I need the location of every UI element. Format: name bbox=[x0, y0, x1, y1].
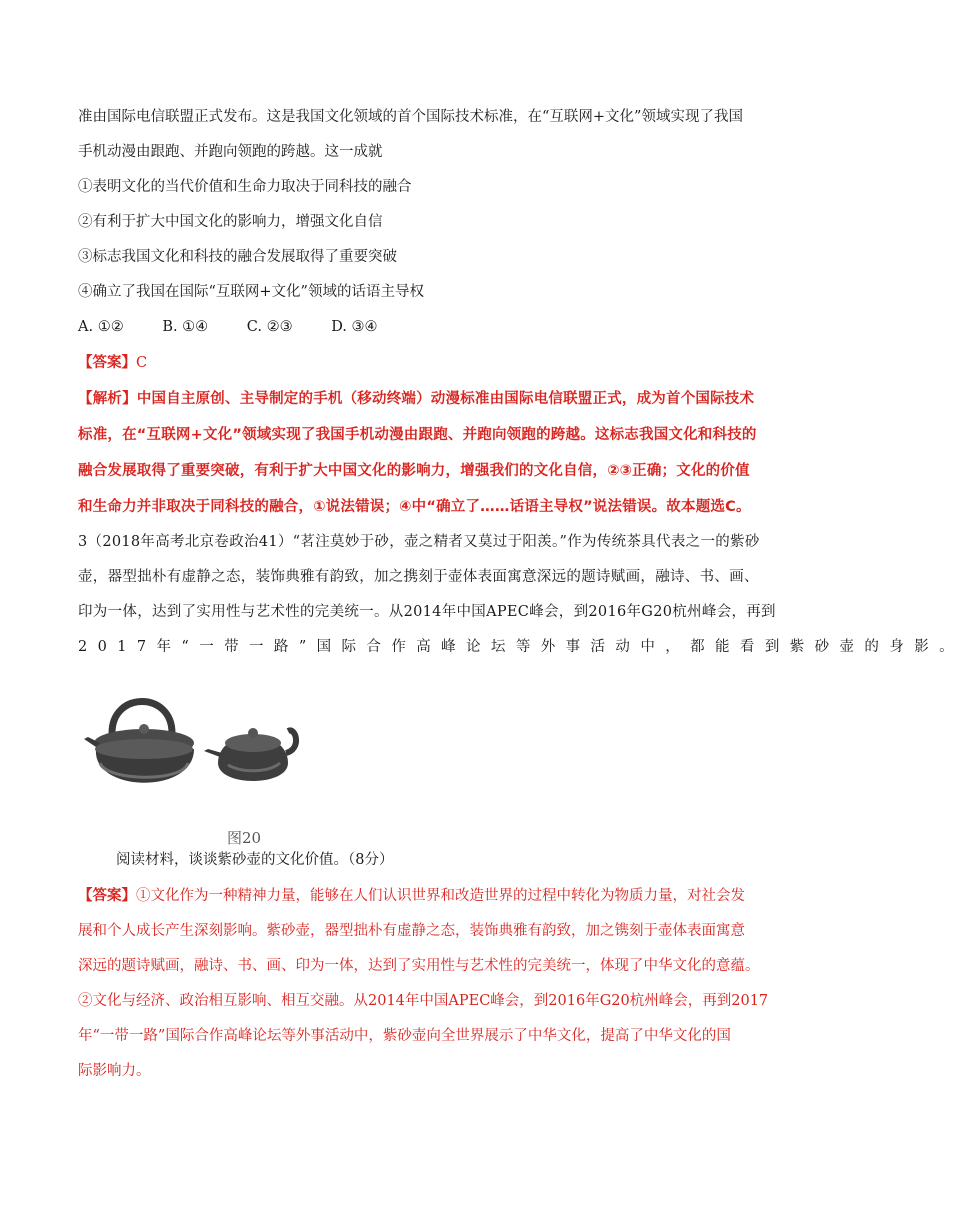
option-d: D. ③④ bbox=[331, 319, 378, 335]
statement: ④确立了我国在国际“互联网+文化”领域的话语主导权 bbox=[78, 284, 424, 300]
analysis-tag: 【解析】 bbox=[78, 391, 137, 407]
answer-line: 展和个人成长产生深刻影响。紫砂壶，器型拙朴有虚静之态，装饰典雅有韵致，加之镌刻于壶体表面寓意 bbox=[78, 923, 745, 939]
figure-caption: 图20 bbox=[227, 829, 262, 847]
option-c: C. ②③ bbox=[246, 319, 293, 335]
statement: ①表明文化的当代价值和生命力取决于同科技的融合 bbox=[78, 179, 412, 195]
answer-line: 深远的题诗赋画，融诗、书、画、印为一体，达到了实用性与艺术性的完美统一，体现了中华文化的意蕴。 bbox=[78, 958, 760, 974]
analysis-1 bbox=[78, 381, 790, 525]
question-3-line: 壶，器型拙朴有虚静之态，装饰典雅有韵致，加之携刻于壶体表面寓意深远的题诗赋画，融诗、书、画、 bbox=[78, 569, 759, 585]
answer-line: 年“一带一路”国际合作高峰论坛等外事活动中，紫砂壶向全世界展示了中华文化，提高了中华文化的国 bbox=[78, 1028, 731, 1044]
question-3-line: 2017年“一带一路”国际合作高峰论坛等外事活动中，都能看到紫砂壶的身影。 bbox=[78, 639, 964, 655]
analysis-line: 融合发展取得了重要突破，有利于扩大中国文化的影响力，增强我们的文化自信，②③正确；文化的价值 bbox=[78, 463, 750, 479]
teapot-figure bbox=[82, 683, 302, 847]
option-b: B. ①④ bbox=[162, 319, 209, 335]
answer-line: ②文化与经济、政治相互影响、相互交融。从2014年中国APEC峰会，到2016年G20杭州峰会，再到2017 bbox=[78, 993, 769, 1009]
answer-2 bbox=[78, 878, 790, 1089]
question-3-line: 3（2018年高考北京卷政治41）“茗注莫妙于砂，壶之精者又莫过于阳羡。”作为传统茶具代表之一的紫砂 bbox=[78, 534, 760, 550]
document-page bbox=[78, 100, 964, 1089]
question-3-line: 印为一体，达到了实用性与艺术性的完美统一。从2014年中国APEC峰会，到2016年G20杭州峰会，再到 bbox=[78, 604, 776, 620]
answer-line: 际影响力。 bbox=[78, 1063, 151, 1079]
question-3-prompt: 阅读材料，谈谈紫砂壶的文化价值。（8分） bbox=[116, 852, 394, 868]
statement: ②有利于扩大中国文化的影响力，增强文化自信 bbox=[78, 214, 383, 230]
option-a: A. ①② bbox=[78, 319, 124, 335]
answer-1 bbox=[78, 345, 790, 381]
teapots-image bbox=[82, 683, 302, 823]
analysis-line: 和生命力并非取决于同科技的融合，①说法错误；④中“确立了……话语主导权”说法错误。故本题选C。 bbox=[78, 499, 751, 515]
statement: ③标志我国文化和科技的融合发展取得了重要突破 bbox=[78, 249, 397, 265]
answer-value: C bbox=[136, 355, 148, 371]
analysis-line: 中国自主原创、主导制定的手机（移动终端）动漫标准由国际电信联盟正式，成为首个国际技术 bbox=[136, 391, 755, 407]
answer-tag: 【答案】 bbox=[78, 887, 136, 904]
question-intro-line: 手机动漫由跟跑、并跑向领跑的跨越。这一成就 bbox=[78, 144, 383, 160]
answer-tag: 【答案】 bbox=[78, 354, 136, 371]
answer-line: ①文化作为一种精神力量，能够在人们认识世界和改造世界的过程中转化为物质力量，对社会发 bbox=[136, 888, 745, 904]
question-3 bbox=[78, 525, 964, 665]
question-intro-line: 准由国际电信联盟正式发布。这是我国文化领域的首个国际技术标准，在“互联网+文化”领域实现了我国 bbox=[78, 109, 743, 125]
answer-options bbox=[78, 310, 790, 345]
analysis-line: 标准，在“互联网+文化”领域实现了我国手机动漫由跟跑、并跑向领跑的跨越。这标志我国文化和科技的 bbox=[78, 427, 757, 443]
